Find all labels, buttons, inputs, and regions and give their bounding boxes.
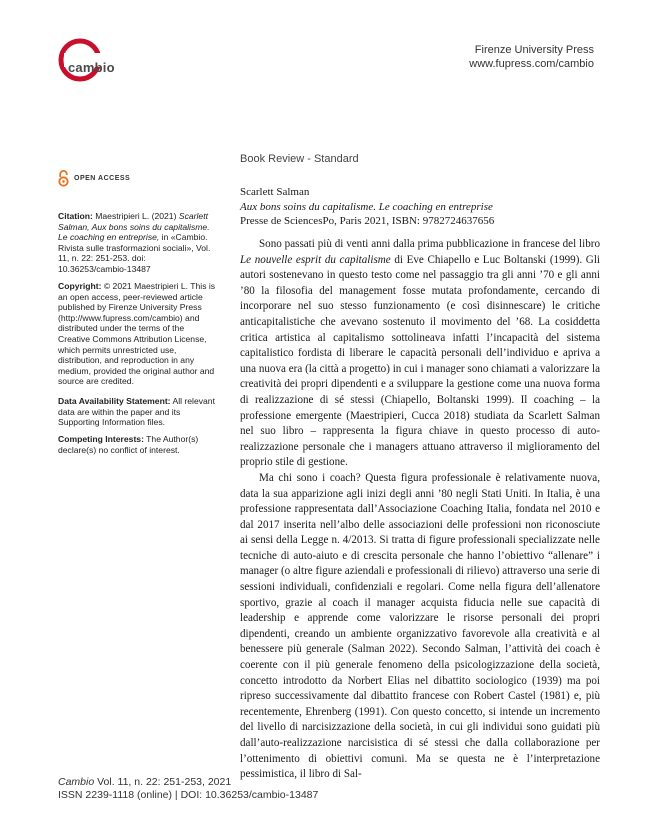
article-body <box>240 237 600 783</box>
competing-interests-block <box>58 434 216 455</box>
open-access-icon <box>58 170 69 187</box>
citation-title: Scarlett Salman, Aux bons soins du capitalisme. Le coaching en entreprise, <box>58 211 210 243</box>
publisher-info <box>469 43 594 71</box>
data-availability-text: All relevant data are within the paper and its Supporting Information files. <box>58 396 215 428</box>
paragraph-1-start: Sono passati più di venti anni dalla prima pubblicazione in francese del libro <box>259 238 600 250</box>
copyright-text: © 2021 Maestripieri L. This is an open access, peer-reviewed article published by Firenze University Press (http://www.fupress.com/cambio) and distributed under the terms of the Creative Commons Attribution License, which permits unrestricted use, distribution, and reproduction in any medium, provided the original author and source are credited. <box>58 281 216 387</box>
copyright-label: Copyright: <box>58 281 102 291</box>
footer-journal: Cambio <box>58 776 95 788</box>
cambio-logo[interactable] <box>58 36 128 88</box>
footer-line-2: ISSN 2239-1118 (online) | DOI: 10.36253/cambio-13487 <box>58 789 319 801</box>
publisher-url[interactable]: www.fupress.com/cambio <box>469 58 594 70</box>
data-availability-block <box>58 396 216 428</box>
book-reference <box>240 185 600 229</box>
paragraph-2: Ma chi sono i coach? Questa figura professionale è relativamente nuova, data la sua apparizione agli inizi degli anni ’80 negli Stati Uniti. In Italia, è una professione rappresentata dall’Associazione Coaching Italia, fondata nel 2010 e dal 2017 inserita nell’albo delle associazioni delle professioni non riconosciute ai sensi della Legge n. 4/2013. Si tratta di figure professionali specializzate nelle tecniche di auto-aiuto e di crescita personale che hanno l’obiettivo “allenare” i manager (o altre figure aziendali e professionali di rilievo) attraverso una serie di sessioni individuali, confidenziali e regolari. Come nella figura dell’allenatore sportivo, grazie al coach il manager acquista fiducia nelle sue capacità di leadership e apprende come valorizzare le risorse personali dei propri dipendenti, creando un ambiente organizzativo favorevole alla creatività e al benessere più generale (Salman 2022). Secondo Salman, l’attività dei coach è coerente con il più generale fenomeno della psicologizzazione della società, concetto introdotto da Norbert Elias nel dibattito sociologico (1939) ma poi ripreso successivamente dal dibattito francese con Robert Castel (1981) e, più recentemente, Ehrenberg (1991). Con questo concetto, si intende un incremento del livello di narcisizzazione della società, in cui gli individui sono guidati più dall’auto-realizzazione narcisistica di sé stessi che dalla collaborazione per l’ottenimento di obiettivi comuni. Ma se questa ne è l’interpretazione pessimistica, il libro di Sal- <box>240 471 600 781</box>
footer-volume: Vol. 11, n. 22: 251-253, 2021 <box>94 776 232 788</box>
cited-book-title: Le nouvelle esprit du capitalisme <box>240 253 391 266</box>
citation-text-1: Maestripieri L. (2021) <box>92 211 179 221</box>
competing-interests-text: The Author(s) declare(s) no conflict of interest. <box>58 434 199 455</box>
book-publisher: Presse de SciencesPo, Paris 2021, ISBN: 9782724637656 <box>240 215 495 227</box>
review-type: Book Review - Standard <box>240 153 359 165</box>
citation-block <box>58 211 216 275</box>
data-availability-label: Data Availability Statement: <box>58 396 171 406</box>
paragraph-1 <box>240 237 600 471</box>
citation-text-2: in «Cambio. Rivista sulle trasformazioni sociali», Vol. 11, n. 22: 251-253. doi: 10.36253/cambio-13487 <box>58 232 211 274</box>
citation-label: Citation: <box>58 211 93 221</box>
logo-text: cambio <box>68 60 115 75</box>
open-access-label: OPEN ACCESS <box>74 175 131 182</box>
copyright-block <box>58 281 216 387</box>
book-author: Scarlett Salman <box>240 186 310 198</box>
open-access-badge <box>58 170 130 187</box>
book-title: Aux bons soins du capitalisme. Le coaching en entreprise <box>240 200 493 213</box>
footer-line-1 <box>58 776 318 789</box>
paragraph-1-rest: di Eve Chiapello e Luc Boltanski (1999). Gli autori sostenevano in questo testo come nel passaggio tra gli anni ’70 e gli anni ’80 la filosofia del management fosse mutata profondamente, cercando di incorporare nel suo stesso funzionamento (e così disinnescare) le critiche anticapitalistiche che avevano sostenuto il movimento del ’68. La cosiddetta critica artistica al capitalismo sottolineava infatti l’incapacità del sistema capitalistico fordista di liberare le capacità personali dell’individuo e apriva a una nuova era (la città a progetto) in cui i manager sono chiamati a valorizzare la creatività dei propri dipendenti e a sviluppare la gestione come una nuova forma di realizzazione di sé stessi (Chiapello, Boltanski 1999). Il coaching – la professione emergente (Maestripieri, Cucca 2018) studiata da Scarlett Salman nel suo libro – rappresenta la figura chiave in questo processo di auto-realizzazione personale che i managers attuano attraverso il miglioramento del proprio stile di gestione. <box>240 253 600 469</box>
publisher-name: Firenze University Press <box>474 44 594 56</box>
page-footer <box>58 776 318 802</box>
competing-interests-label: Competing Interests: <box>58 434 144 444</box>
